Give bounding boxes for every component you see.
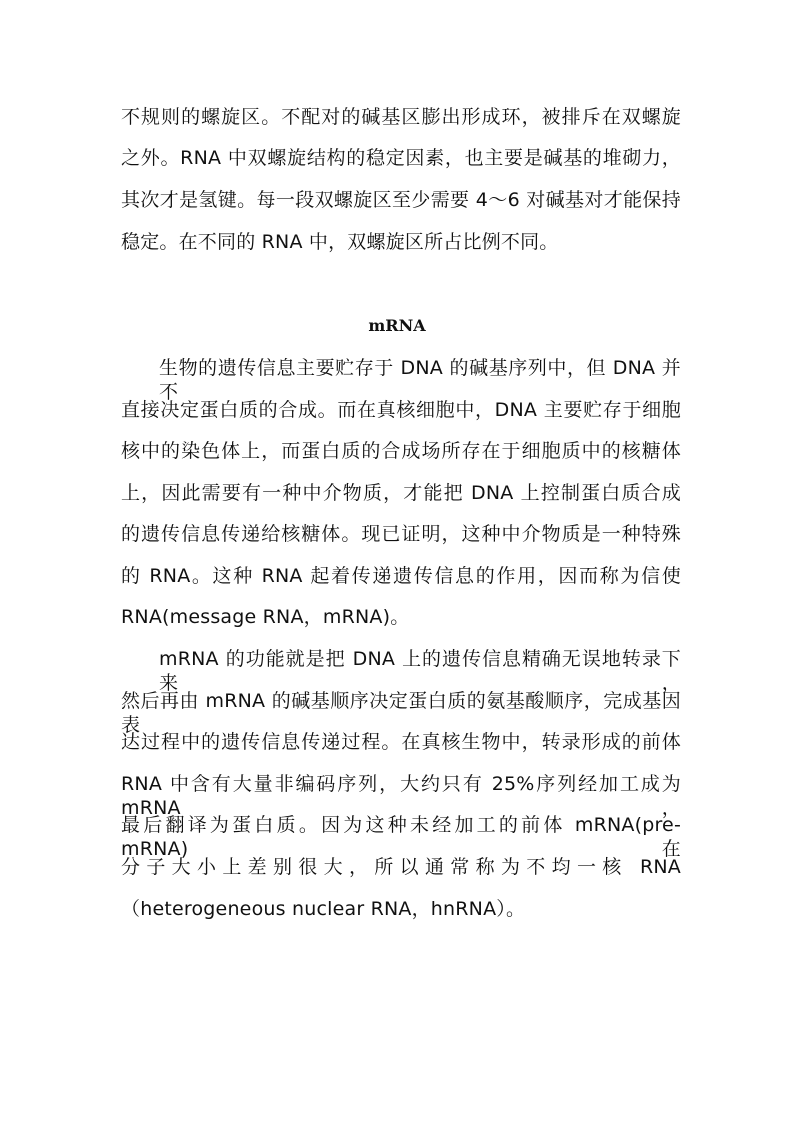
- paragraph-line: 不规则的螺旋区。不配对的碱基区膨出形成环，被排斥在双螺旋: [121, 106, 681, 128]
- paragraph-line: 分子大小上差别很大，所以通常称为不均一核 RNA: [121, 856, 681, 878]
- paragraph-line: 之外。RNA 中双螺旋结构的稳定因素，也主要是碱基的堆砌力，: [121, 147, 681, 169]
- paragraph-line: 最后翻译为蛋白质。因为这种未经加工的前体 mRNA(pre-mRNA)在: [121, 814, 681, 860]
- paragraph-line: 达过程中的遗传信息传递过程。在真核生物中，转录形成的前体: [121, 731, 681, 753]
- paragraph-line: mRNA 的功能就是把 DNA 上的遗传信息精确无误地转录下来，: [159, 648, 681, 694]
- paragraph-line: 然后再由 mRNA 的碱基顺序决定蛋白质的氨基酸顺序，完成基因表: [121, 690, 681, 736]
- paragraph-line: 核中的染色体上，而蛋白质的合成场所存在于细胞质中的核糖体: [121, 440, 681, 462]
- paragraph-line: RNA(message RNA，mRNA)。: [121, 606, 410, 628]
- section-heading: mRNA: [368, 316, 426, 335]
- paragraph-line: RNA 中含有大量非编码序列，大约只有 25%序列经加工成为 mRNA，: [121, 773, 681, 819]
- paragraph-line: 生物的遗传信息主要贮存于 DNA 的碱基序列中，但 DNA 并不: [159, 357, 681, 403]
- paragraph-line: 其次才是氢键。每一段双螺旋区至少需要 4～6 对碱基对才能保持: [121, 189, 681, 211]
- paragraph-line: （heterogeneous nuclear RNA，hnRNA）。: [121, 898, 526, 920]
- paragraph-line: 上，因此需要有一种中介物质，才能把 DNA 上控制蛋白质合成: [121, 482, 681, 504]
- paragraph-line: 直接决定蛋白质的合成。而在真核细胞中，DNA 主要贮存于细胞: [121, 399, 681, 421]
- paragraph-line: 的遗传信息传递给核糖体。现已证明，这种中介物质是一种特殊: [121, 523, 681, 545]
- paragraph-line: 稳定。在不同的 RNA 中，双螺旋区所占比例不同。: [121, 231, 559, 253]
- paragraph-line: 的 RNA。这种 RNA 起着传递遗传信息的作用，因而称为信使: [121, 565, 681, 587]
